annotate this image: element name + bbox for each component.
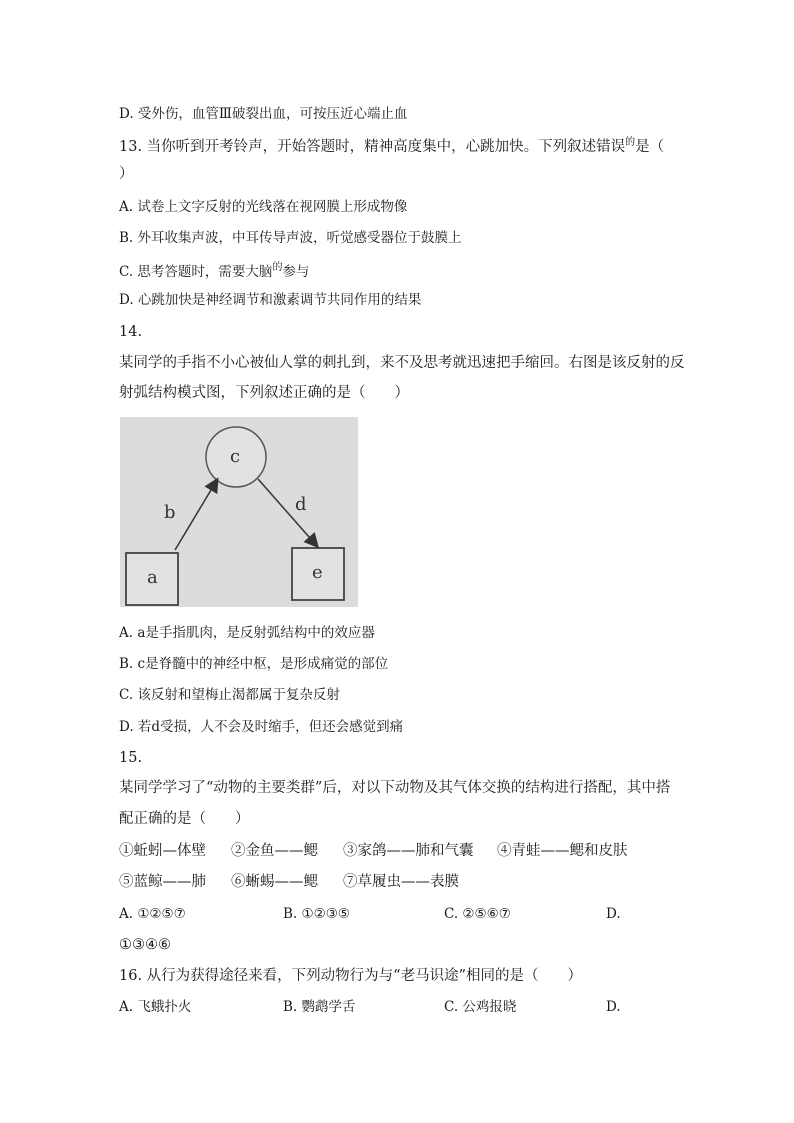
q15-option-d-content: ①③④⑥ xyxy=(119,937,171,953)
label-d: d xyxy=(295,494,307,515)
q15-item-1: ①蚯蚓—体壁 xyxy=(119,843,206,859)
q13-stem-text-b: 是（ xyxy=(635,139,665,155)
q15-stem-line1: 某同学学习了“动物的主要类群”后，对以下动物及其气体交换的结构进行搭配，其中搭 xyxy=(119,780,671,796)
q14-option-c: C. 该反射和望梅止渴都属于复杂反射 xyxy=(119,687,340,703)
q16-option-c: C. 公鸡报晓 xyxy=(444,999,517,1015)
q15-stem-line2: 配正确的是（ ） xyxy=(119,811,250,827)
q13-stem-text-a: 13. 当你听到开考铃声，开始答题时，精神高度集中，心跳加快。下列叙述错误 xyxy=(119,139,626,155)
q15-item-5: ⑤蓝鲸——肺 xyxy=(119,874,206,890)
q13-option-a: A. 试卷上文字反射的光线落在视网膜上形成物像 xyxy=(119,199,408,215)
q15-option-c: C. ②⑤⑥⑦ xyxy=(444,906,511,922)
q15-item-7: ⑦草履虫——表膜 xyxy=(343,874,459,890)
reflex-arc-diagram xyxy=(120,417,358,607)
q15-option-d: D. xyxy=(606,906,621,922)
q15-option-a: A. ①②⑤⑦ xyxy=(119,906,186,922)
q13-stem xyxy=(119,137,664,159)
q16-option-d: D. xyxy=(606,999,621,1015)
q15-item-6: ⑥蜥蜴——鳃 xyxy=(231,874,318,890)
q14-option-b: B. c是脊髓中的神经中枢，是形成痛觉的部位 xyxy=(119,656,389,672)
q16-option-b: B. 鹦鹉学舌 xyxy=(283,999,356,1015)
q15-item-2: ②金鱼——鳃 xyxy=(231,843,318,859)
q12-option-d: D. 受外伤，血管Ⅲ破裂出血，可按压近心端止血 xyxy=(119,106,408,122)
q14-option-d: D. 若d受损，人不会及时缩手，但还会感觉到痛 xyxy=(119,719,404,735)
label-e: e xyxy=(312,562,323,583)
q13-option-c xyxy=(119,262,309,284)
q16-option-a: A. 飞蛾扑火 xyxy=(119,999,192,1015)
q15-item-3: ③家鸽——肺和气囊 xyxy=(343,843,474,859)
q13-option-c-text-a: C. 思考答题时，需要大脑 xyxy=(119,264,273,280)
label-a: a xyxy=(147,567,158,588)
q15-option-b: B. ①②③⑤ xyxy=(283,906,350,922)
reflex-arc-figure xyxy=(120,417,358,607)
q14-stem-line1: 某同学的手指不小心被仙人掌的刺扎到，来不及思考就迅速把手缩回。右图是该反射的反 xyxy=(119,355,685,371)
q13-option-d: D. 心跳加快是神经调节和激素调节共同作用的结果 xyxy=(119,292,422,308)
q13-option-c-text-b: 参与 xyxy=(282,264,310,280)
q14-number: 14. xyxy=(119,324,143,340)
q13-option-b: B. 外耳收集声波，中耳传导声波，听觉感受器位于鼓膜上 xyxy=(119,230,462,246)
q13-option-c-superscript: 的 xyxy=(272,262,283,273)
q15-number: 15. xyxy=(119,750,143,766)
q13-stem-close: ） xyxy=(119,166,134,182)
q13-stem-superscript: 的 xyxy=(625,137,636,148)
q14-stem-line2: 射弧结构模式图，下列叙述正确的是（ ） xyxy=(119,385,409,401)
label-b: b xyxy=(164,502,176,523)
q16-stem: 16. 从行为获得途径来看，下列动物行为与“老马识途”相同的是（ ） xyxy=(119,968,582,984)
q15-item-4: ④青蛙——鳃和皮肤 xyxy=(497,843,628,859)
label-c: c xyxy=(230,446,241,467)
q14-option-a: A. a是手指肌肉，是反射弧结构中的效应器 xyxy=(119,625,375,641)
